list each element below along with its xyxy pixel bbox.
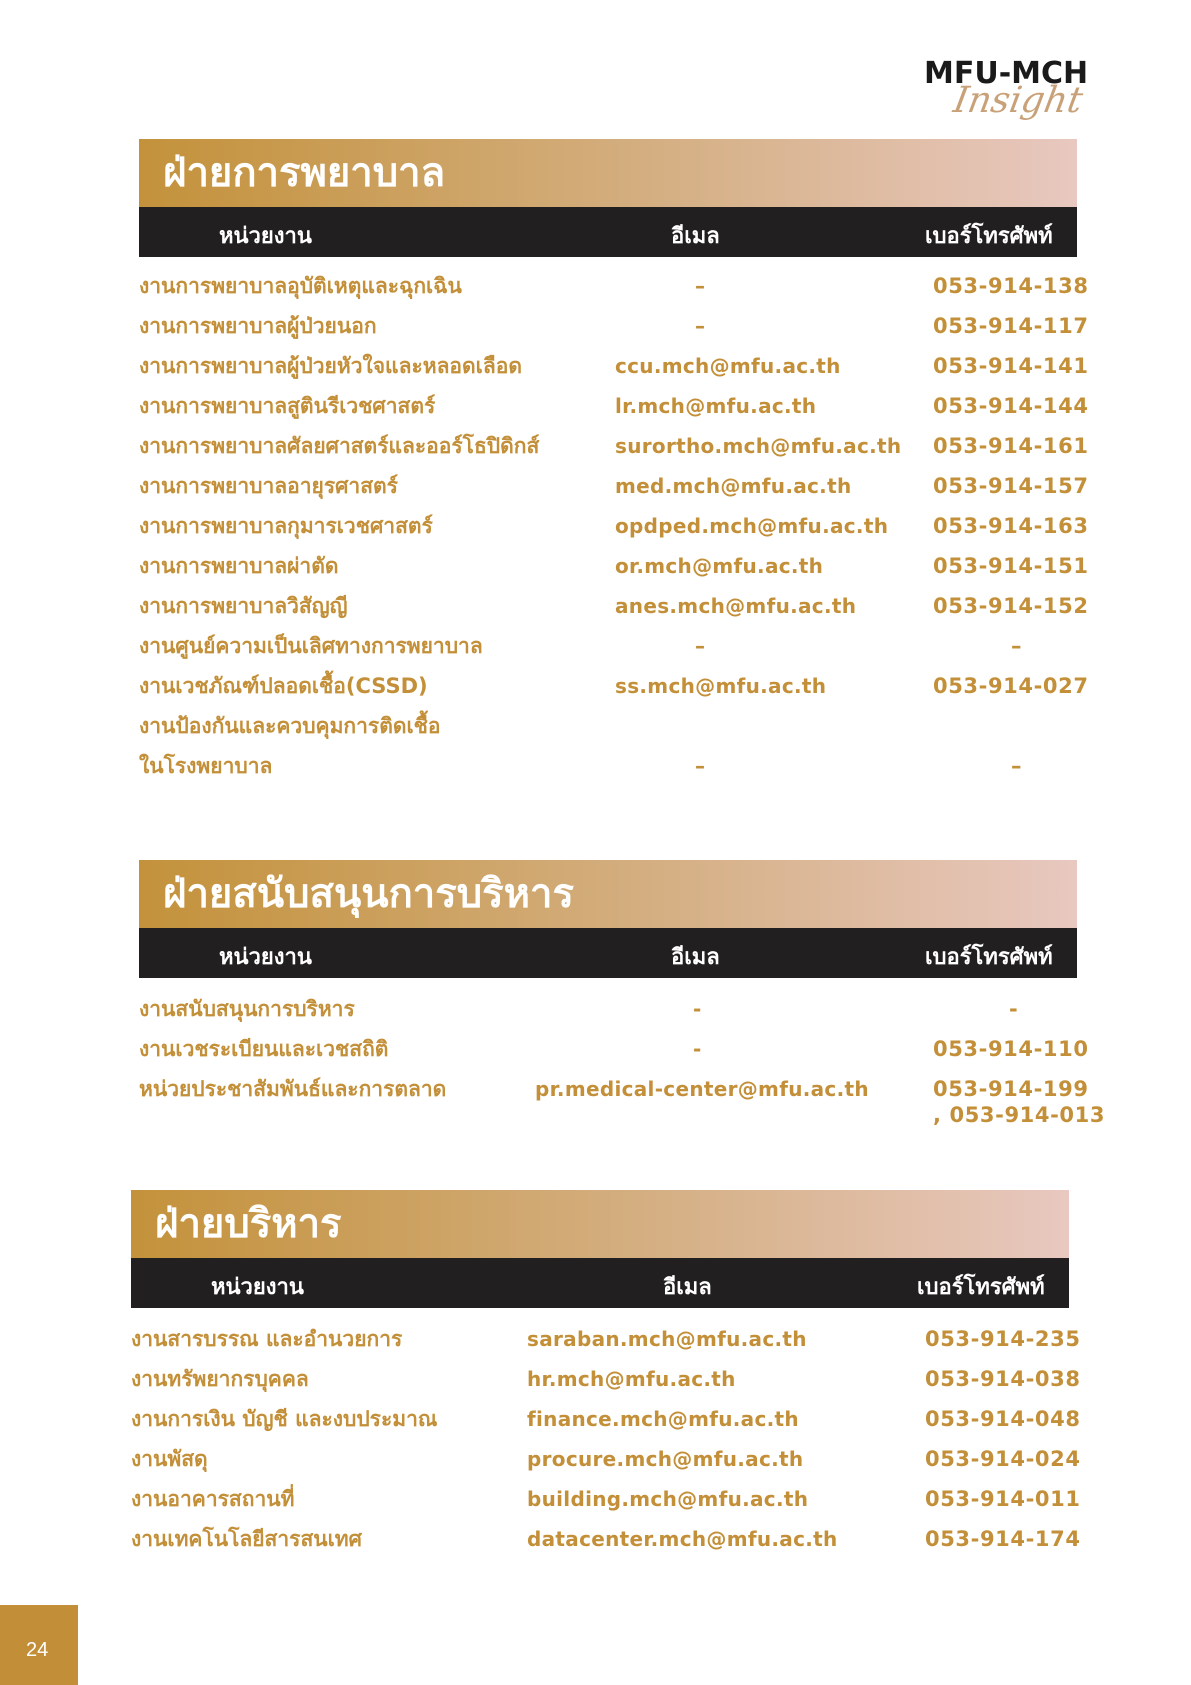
unit-cell: งานเทคโนโลยีสารสนเทศ	[131, 1527, 362, 1551]
header-email: อีเมล	[671, 224, 720, 249]
table-body	[139, 257, 1089, 787]
unit-cell: ในโรงพยาบาล	[139, 754, 273, 778]
table-row	[139, 1070, 1106, 1127]
section-nursing	[139, 139, 1089, 787]
table-row	[139, 587, 1089, 627]
phone-cell: 053-914-011	[925, 1487, 1081, 1511]
email-cell[interactable]: med.mch@mfu.ac.th	[615, 474, 852, 498]
table-row	[131, 1360, 1081, 1400]
table-row	[139, 427, 1089, 467]
phone-cell: 053-914-117	[933, 314, 1089, 338]
phone-cell: 053-914-235	[925, 1327, 1081, 1351]
table-row	[139, 307, 1089, 347]
unit-cell: งานการพยาบาลอายุรศาสตร์	[139, 474, 398, 498]
section-administration	[131, 1190, 1081, 1560]
table-row	[139, 627, 1077, 667]
table-row	[139, 507, 1089, 547]
email-cell: –	[695, 274, 706, 298]
email-cell[interactable]: ss.mch@mfu.ac.th	[615, 674, 827, 698]
table-row	[139, 387, 1089, 427]
unit-cell: งานการเงิน บัญชี และงบประมาณ	[131, 1407, 438, 1431]
email-cell: –	[695, 634, 706, 658]
table-row	[131, 1480, 1081, 1520]
header-phone: เบอร์โทรศัพท์	[925, 224, 1053, 249]
logo-main-text: MFU-MCH	[924, 56, 1089, 91]
email-cell: –	[695, 314, 706, 338]
header-unit: หน่วยงาน	[211, 1275, 304, 1300]
phone-cell: 053-914-038	[925, 1367, 1081, 1391]
phone-cell: 053-914-144	[933, 394, 1089, 418]
phone-cell: –	[1011, 754, 1023, 778]
unit-cell: งานป้องกันและควบคุมการติดเชื้อ	[139, 714, 441, 738]
section-title: ฝ่ายการพยาบาล	[163, 150, 446, 196]
unit-cell: งานการพยาบาลอุบัติเหตุและฉุกเฉิน	[139, 274, 462, 298]
unit-cell: งานการพยาบาลผู้ป่วยนอก	[139, 314, 377, 338]
table-row	[131, 1440, 1081, 1480]
section-banner	[139, 139, 1077, 207]
phone-cell: 053-914-152	[933, 594, 1089, 618]
unit-cell: งานการพยาบาลกุมารเวชศาสตร์	[139, 514, 433, 538]
logo-script-text: Insight	[950, 80, 1086, 121]
table-header	[131, 1258, 1069, 1308]
email-cell[interactable]: saraban.mch@mfu.ac.th	[527, 1327, 807, 1351]
unit-cell: งานการพยาบาลวิสัญญี	[139, 594, 348, 618]
table-row	[139, 267, 1089, 307]
email-cell[interactable]: opdped.mch@mfu.ac.th	[615, 514, 889, 538]
header-email: อีเมล	[671, 945, 720, 970]
email-cell: -	[693, 997, 702, 1021]
table-row	[139, 990, 1077, 1030]
table-header	[139, 207, 1077, 257]
unit-cell: หน่วยประชาสัมพันธ์และการตลาด	[139, 1077, 447, 1101]
email-cell[interactable]: anes.mch@mfu.ac.th	[615, 594, 857, 618]
phone-cell: 053-914-161	[933, 434, 1089, 458]
phone-cell: 053-914-110	[933, 1037, 1089, 1061]
table-row	[139, 707, 1077, 747]
email-cell[interactable]: or.mch@mfu.ac.th	[615, 554, 824, 578]
phone-cell: –	[1011, 634, 1023, 658]
phone-cell: 053-914-027	[933, 674, 1089, 698]
unit-cell: งานเวชภัณฑ์ปลอดเชื้อ(CSSD)	[139, 674, 428, 698]
table-row	[131, 1320, 1081, 1360]
email-cell: –	[695, 754, 706, 778]
table-row	[139, 347, 1089, 387]
phone-cell: 053-914-048	[925, 1407, 1081, 1431]
table-row	[139, 547, 1089, 587]
phone-cell: -	[1009, 997, 1019, 1021]
phone-cell: 053-914-174	[925, 1527, 1081, 1551]
unit-cell: งานการพยาบาลผู้ป่วยหัวใจและหลอดเลือด	[139, 354, 522, 378]
phone-cell: 053-914-151	[933, 554, 1089, 578]
unit-cell: งานศูนย์ความเป็นเลิศทางการพยาบาล	[139, 634, 483, 658]
unit-cell: งานอาคารสถานที่	[131, 1487, 295, 1511]
table-row	[131, 1400, 1081, 1440]
header-unit: หน่วยงาน	[219, 945, 312, 970]
email-cell[interactable]: hr.mch@mfu.ac.th	[527, 1367, 736, 1391]
unit-cell: งานสารบรรณ และอำนวยการ	[131, 1327, 403, 1351]
phone-cell-secondary: , 053-914-013	[933, 1103, 1106, 1127]
email-cell[interactable]: lr.mch@mfu.ac.th	[615, 394, 817, 418]
table-header	[139, 928, 1077, 978]
unit-cell: งานเวชระเบียนและเวชสถิติ	[139, 1037, 389, 1061]
email-cell[interactable]: building.mch@mfu.ac.th	[527, 1487, 809, 1511]
table-body	[131, 1308, 1081, 1560]
brand-logo	[918, 52, 1088, 132]
section-admin-support	[139, 860, 1106, 1127]
page-number-badge	[0, 1605, 78, 1685]
section-banner	[139, 860, 1077, 928]
unit-cell: งานการพยาบาลผ่าตัด	[139, 554, 339, 578]
email-cell[interactable]: pr.medical-center@mfu.ac.th	[535, 1077, 869, 1101]
phone-cell: 053-914-024	[925, 1447, 1081, 1471]
table-row	[139, 1030, 1089, 1070]
table-row	[131, 1520, 1081, 1560]
header-email: อีเมล	[663, 1275, 712, 1300]
email-cell[interactable]: finance.mch@mfu.ac.th	[527, 1407, 799, 1431]
phone-cell: 053-914-157	[933, 474, 1089, 498]
header-phone: เบอร์โทรศัพท์	[925, 945, 1053, 970]
email-cell[interactable]: procure.mch@mfu.ac.th	[527, 1447, 804, 1471]
page-number: 24	[26, 1639, 49, 1661]
phone-cell: 053-914-163	[933, 514, 1089, 538]
table-body	[139, 978, 1106, 1127]
email-cell[interactable]: datacenter.mch@mfu.ac.th	[527, 1527, 838, 1551]
section-banner	[131, 1190, 1069, 1258]
header-phone: เบอร์โทรศัพท์	[917, 1275, 1045, 1300]
phone-cell: 053-914-138	[933, 274, 1089, 298]
table-row	[139, 667, 1089, 707]
phone-cell: 053-914-199	[933, 1077, 1089, 1101]
unit-cell: งานการพยาบาลศัลยศาสตร์และออร์โธปิดิกส์	[139, 434, 540, 458]
unit-cell: งานพัสดุ	[131, 1447, 208, 1471]
table-row	[139, 467, 1089, 507]
email-cell[interactable]: surortho.mch@mfu.ac.th	[615, 434, 902, 458]
section-title: ฝ่ายสนับสนุนการบริหาร	[163, 871, 574, 917]
unit-cell: งานสนับสนุนการบริหาร	[139, 997, 355, 1021]
unit-cell: งานการพยาบาลสูตินรีเวชศาสตร์	[139, 394, 436, 418]
email-cell: -	[693, 1037, 702, 1061]
email-cell[interactable]: ccu.mch@mfu.ac.th	[615, 354, 841, 378]
section-title: ฝ่ายบริหาร	[155, 1201, 342, 1247]
phone-cell: 053-914-141	[933, 354, 1089, 378]
table-row	[139, 747, 1077, 787]
header-unit: หน่วยงาน	[219, 224, 312, 249]
unit-cell: งานทรัพยากรบุคคล	[131, 1367, 309, 1391]
